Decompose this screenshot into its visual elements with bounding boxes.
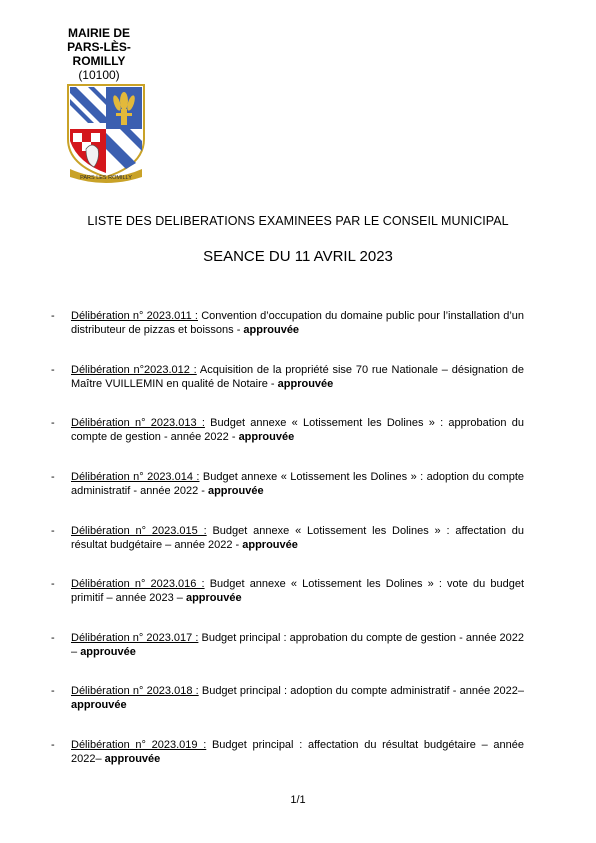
deliberation-desc: Budget principal : adoption du compte administratif - année 2022– [198,685,524,697]
deliberation-status: approuvée [238,431,295,443]
deliberation-ref: Délibération n° 2023.015 : [71,525,207,537]
deliberation-text [71,684,524,712]
coat-of-arms-icon [64,81,148,185]
deliberation-text [71,524,524,552]
list-bullet: - [51,578,55,590]
crest-motto: PARS LES ROMILLY [80,175,132,181]
deliberation-desc: Budget annexe « Lotissement les Dolines » : affectation du résultat budgétaire – année 2022 - [71,525,524,551]
deliberation-text [71,309,524,337]
deliberation-ref: Délibération n° 2023.013 : [71,417,205,429]
header-line-2: PARS-LÈS-ROMILLY [67,40,131,68]
deliberation-status: approuvée [242,539,298,551]
mairie-header [44,26,154,82]
list-bullet: - [51,632,55,644]
deliberation-text [71,470,524,498]
deliberation-ref: Délibération n°2023.012 : [71,364,197,376]
session-title: SEANCE DU 11 AVRIL 2023 [203,248,393,265]
list-bullet: - [51,417,55,429]
list-bullet: - [51,471,55,483]
deliberation-status: approuvée [207,485,264,497]
list-bullet: - [51,685,55,697]
deliberation-desc: Budget principal : affectation du résultat budgétaire – année 2022– [71,739,525,765]
deliberation-ref: Délibération n° 2023.014 : [71,471,200,483]
deliberation-status: approuvée [243,324,300,336]
deliberation-ref: Délibération n° 2023.016 : [71,578,205,590]
deliberation-status: approuvée [185,592,242,604]
deliberation-desc: Budget principal : approbation du compte de gestion - année 2022 – [71,632,525,658]
deliberation-desc: Budget annexe « Lotissement les Dolines » : vote du budget primitif – année 2023 – [71,578,524,604]
deliberation-ref: Délibération n° 2023.018 : [71,685,199,697]
deliberation-desc: Convention d’occupation du domaine public pour l’installation d’un distributeur de pizzas et boissons - [71,310,524,336]
deliberation-desc: Budget annexe « Lotissement les Dolines » : adoption du compte administratif - année 2022 - [71,471,524,497]
list-bullet: - [51,525,55,537]
deliberation-text [71,416,524,444]
list-bullet: - [51,310,55,322]
page-number: 1/1 [290,794,306,806]
deliberation-ref: Délibération n° 2023.017 : [71,632,199,644]
deliberation-desc: Budget annexe « Lotissement les Dolines » : approbation du compte de gestion - année 2022 - [71,417,525,443]
deliberation-text [71,577,524,605]
deliberation-text [71,363,524,391]
header-line-1: MAIRIE DE [67,26,130,40]
deliberation-ref: Délibération n° 2023.011 : [71,310,198,322]
deliberation-ref: Délibération n° 2023.019 : [71,739,207,751]
list-bullet: - [51,739,55,751]
deliberation-text [71,738,524,766]
deliberation-desc: Acquisition de la propriété sise 70 rue Nationale – désignation de Maître VUILLEMIN en qualité de Notaire - [71,364,524,390]
deliberation-status: approuvée [104,753,161,765]
deliberation-status: approuvée [71,699,127,711]
deliberation-status: approuvée [277,378,334,390]
list-bullet: - [51,364,55,376]
deliberation-status: approuvée [80,646,136,658]
list-title: LISTE DES DELIBERATIONS EXAMINEES PAR LE CONSEIL MUNICIPAL [87,214,509,228]
header-line-3: (10100) [78,68,120,82]
deliberation-text [71,631,524,659]
